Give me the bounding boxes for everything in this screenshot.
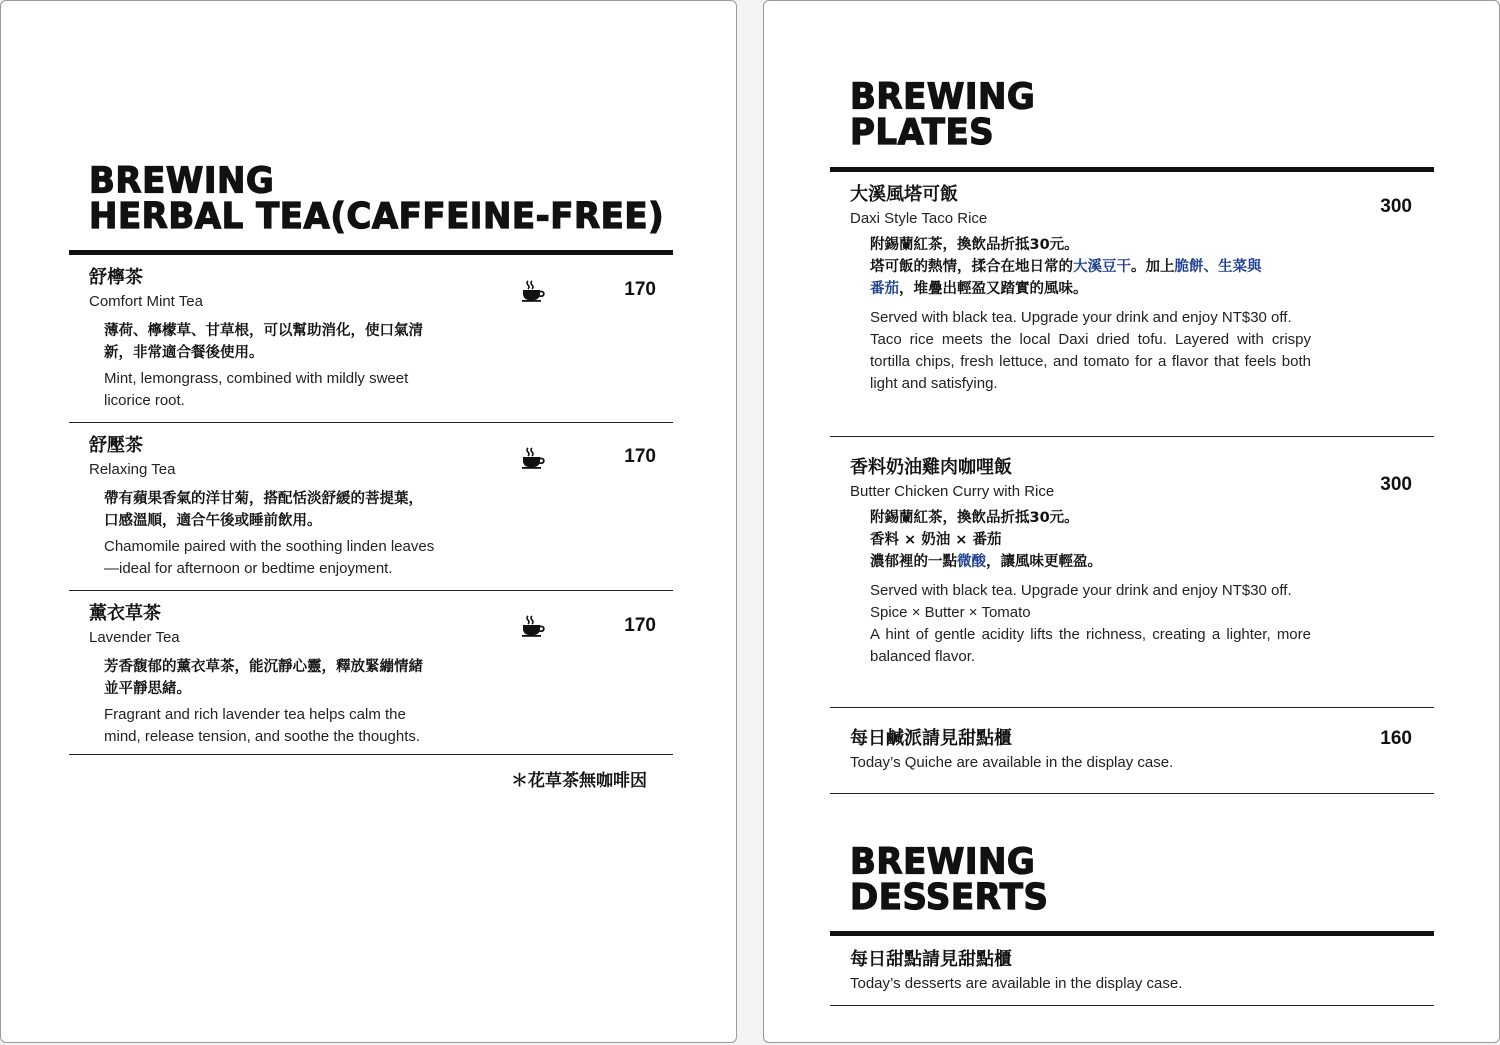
item-name-zh: 舒壓茶 <box>89 435 143 456</box>
menu-item-daily-quiche <box>850 728 1310 773</box>
item-divider <box>69 754 673 755</box>
item-desc-zh: 附錫蘭紅茶，換飲品折抵30元。 香料 × 奶油 × 番茄 濃郁裡的一點微酸，讓風味更輕盈。 <box>870 510 1102 570</box>
menu-page-herbal-tea <box>0 0 737 1043</box>
menu-page-plates-desserts <box>763 0 1500 1043</box>
hot-tea-cup-icon <box>521 615 545 637</box>
item-name-zh: 大溪風塔可飯 <box>850 184 958 205</box>
item-name-en: Butter Chicken Curry with Rice <box>850 483 1055 500</box>
item-desc-en: Served with black tea. Upgrade your drink and enjoy NT$30 off. Spice × Butter × Tomato A hint of gentle acidity lifts the richness, creating a lighter, more balanced flavor. <box>870 582 1311 665</box>
item-price: 170 <box>624 446 656 467</box>
item-name-zh: 香料奶油雞肉咖哩飯 <box>850 457 1012 478</box>
item-desc-zh: 帶有蘋果香氣的洋甘菊，搭配恬淡舒緩的菩提葉， 口感溫順，適合午後或睡前飲用。 <box>104 491 423 529</box>
section-divider <box>830 931 1434 936</box>
item-name-zh: 薰衣草茶 <box>89 603 161 624</box>
item-price: 300 <box>1380 196 1412 217</box>
item-desc-en: Mint, lemongrass, combined with mildly sweet licorice root. <box>104 370 409 409</box>
item-desc-en: Served with black tea. Upgrade your drink and enjoy NT$30 off. Taco rice meets the local Daxi dried tofu. Layered with crispy tortilla chips, fresh lettuce, and tomato for a flavor that feels both light and satisfying. <box>870 309 1311 392</box>
menu-item-daxi-taco-rice <box>850 184 1310 395</box>
item-divider <box>830 793 1434 794</box>
hot-tea-cup-icon <box>521 447 545 469</box>
item-price: 160 <box>1380 728 1412 749</box>
item-desc-en: Fragrant and rich lavender tea helps calm the mind, release tension, and soothe the thoughts. <box>104 706 421 745</box>
item-divider <box>69 590 673 591</box>
item-desc-en: Chamomile paired with the soothing linden leaves —ideal for afternoon or bedtime enjoyment. <box>104 538 435 577</box>
item-desc-zh: 芳香馥郁的薰衣草茶，能沉靜心靈，釋放緊繃情緒 並平靜思緒。 <box>104 659 423 697</box>
item-name-en: Today’s desserts are available in the display case. <box>850 975 1183 992</box>
item-price: 300 <box>1380 474 1412 495</box>
item-divider <box>830 1005 1434 1006</box>
item-divider <box>69 422 673 423</box>
item-desc-zh: 附錫蘭紅茶，換飲品折抵30元。 塔可飯的熱情，揉合在地日常的大溪豆干。加上脆餅、生菜與 番茄，堆疊出輕盈又踏實的風味。 <box>870 237 1262 297</box>
item-name-zh: 舒檸茶 <box>89 267 143 288</box>
caffeine-free-note: ＊花草茶無咖啡因 <box>511 771 647 791</box>
menu-item-butter-chicken-curry <box>850 457 1310 668</box>
plates-section-title: BREWING PLATES <box>850 75 1036 154</box>
menu-item-daily-desserts <box>850 949 1310 994</box>
item-name-en: Today’s Quiche are available in the display case. <box>850 754 1174 771</box>
hot-tea-cup-icon <box>521 280 545 302</box>
item-divider <box>830 707 1434 708</box>
item-price: 170 <box>624 279 656 300</box>
desserts-section-title: BREWING DESSERTS <box>850 840 1049 919</box>
menu-item-comfort-mint-tea <box>89 267 489 412</box>
item-name-zh: 每日甜點請見甜點櫃 <box>850 949 1012 970</box>
section-divider <box>830 167 1434 172</box>
item-desc-zh: 薄荷、檸檬草、甘草根，可以幫助消化，使口氣清 新，非常適合餐後使用。 <box>104 323 423 361</box>
item-name-en: Comfort Mint Tea <box>89 293 203 310</box>
item-name-en: Lavender Tea <box>89 629 180 646</box>
item-name-en: Relaxing Tea <box>89 461 176 478</box>
item-price: 170 <box>624 615 656 636</box>
item-divider <box>830 436 1434 437</box>
item-name-zh: 每日鹹派請見甜點櫃 <box>850 728 1012 749</box>
menu-item-lavender-tea <box>89 603 489 748</box>
section-divider <box>69 250 673 255</box>
herbal-tea-section-title: BREWING HERBAL TEA(CAFFEINE-FREE) <box>89 159 665 238</box>
item-name-en: Daxi Style Taco Rice <box>850 210 988 227</box>
menu-item-relaxing-tea <box>89 435 489 580</box>
